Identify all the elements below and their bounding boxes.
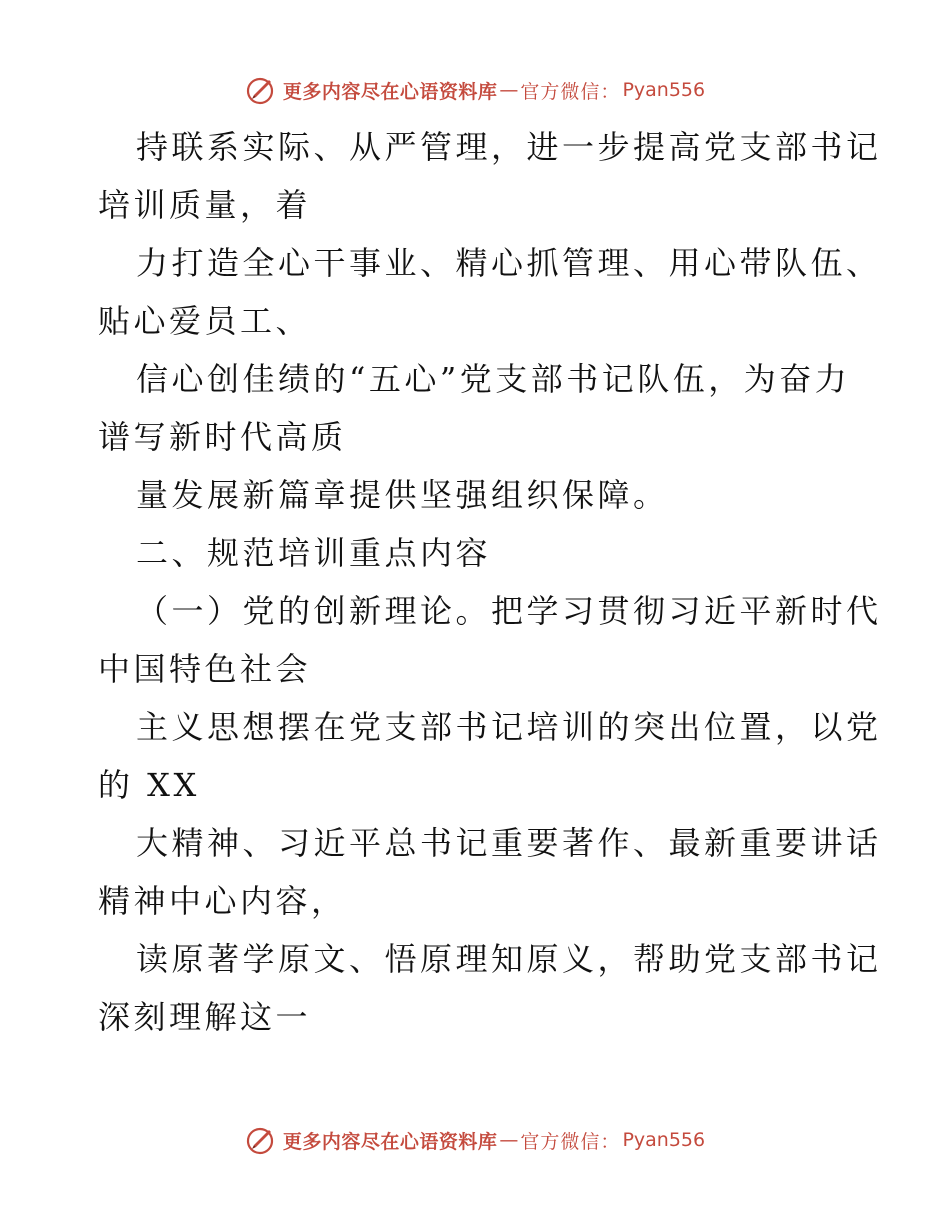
document-body [98, 118, 882, 1046]
paragraph-line: 读原著学原文、悟原理知原义，帮助党支部书记 [136, 940, 882, 978]
watermark-dash: — [499, 79, 519, 101]
paragraph-line: 主义思想摆在党支部书记培训的突出位置，以党 [136, 708, 882, 746]
paragraph-line: 信心创佳绩的“五心”党支部书记队伍，为奋力 [136, 360, 851, 398]
pen-logo-icon [245, 74, 277, 106]
paragraph-line: 的 XX [98, 766, 200, 804]
footer-watermark [0, 1120, 950, 1160]
watermark-wechat-id: Pyan556 [622, 1129, 706, 1151]
paragraph [98, 118, 882, 234]
paragraph [98, 582, 882, 698]
paragraph-line: 中国特色社会 [98, 650, 312, 688]
paragraph-line: 深刻理解这一 [98, 998, 312, 1036]
paragraph-line: 培训质量，着 [98, 186, 312, 224]
watermark-main-text: 更多内容尽在心语资料库 [282, 1130, 498, 1153]
paragraph-line: 力打造全心干事业、精心抓管理、用心带队伍、 [136, 244, 882, 282]
watermark-dash: — [499, 1129, 519, 1151]
paragraph [98, 350, 858, 466]
paragraph-line: 大精神、习近平总书记重要著作、最新重要讲话 [136, 824, 882, 862]
paragraph [98, 930, 882, 1046]
paragraph [98, 234, 882, 350]
pen-logo-icon [245, 1124, 277, 1156]
paragraph-line: （一）党的创新理论。把学习贯彻习近平新时代 [136, 592, 882, 630]
paragraph-line: 谱写新时代高质 [98, 418, 347, 456]
paragraph-line: 持联系实际、从严管理，进一步提高党支部书记 [136, 128, 882, 166]
watermark-sub-text: 官方微信： [520, 1130, 621, 1153]
paragraph-line: 精神中心内容， [98, 882, 347, 920]
watermark-wechat-id: Pyan556 [622, 79, 706, 101]
paragraph [98, 814, 882, 930]
header-watermark [0, 70, 950, 110]
paragraph-line: 贴心爱员工、 [98, 302, 312, 340]
heading-line: 二、规范培训重点内容 [136, 534, 492, 572]
paragraph-line: 量发展新篇章提供坚强组织保障。 [136, 476, 669, 514]
paragraph [98, 698, 882, 814]
section-heading [98, 524, 858, 582]
watermark-main-text: 更多内容尽在心语资料库 [282, 80, 498, 103]
watermark-sub-text: 官方微信： [520, 80, 621, 103]
paragraph [98, 466, 858, 524]
